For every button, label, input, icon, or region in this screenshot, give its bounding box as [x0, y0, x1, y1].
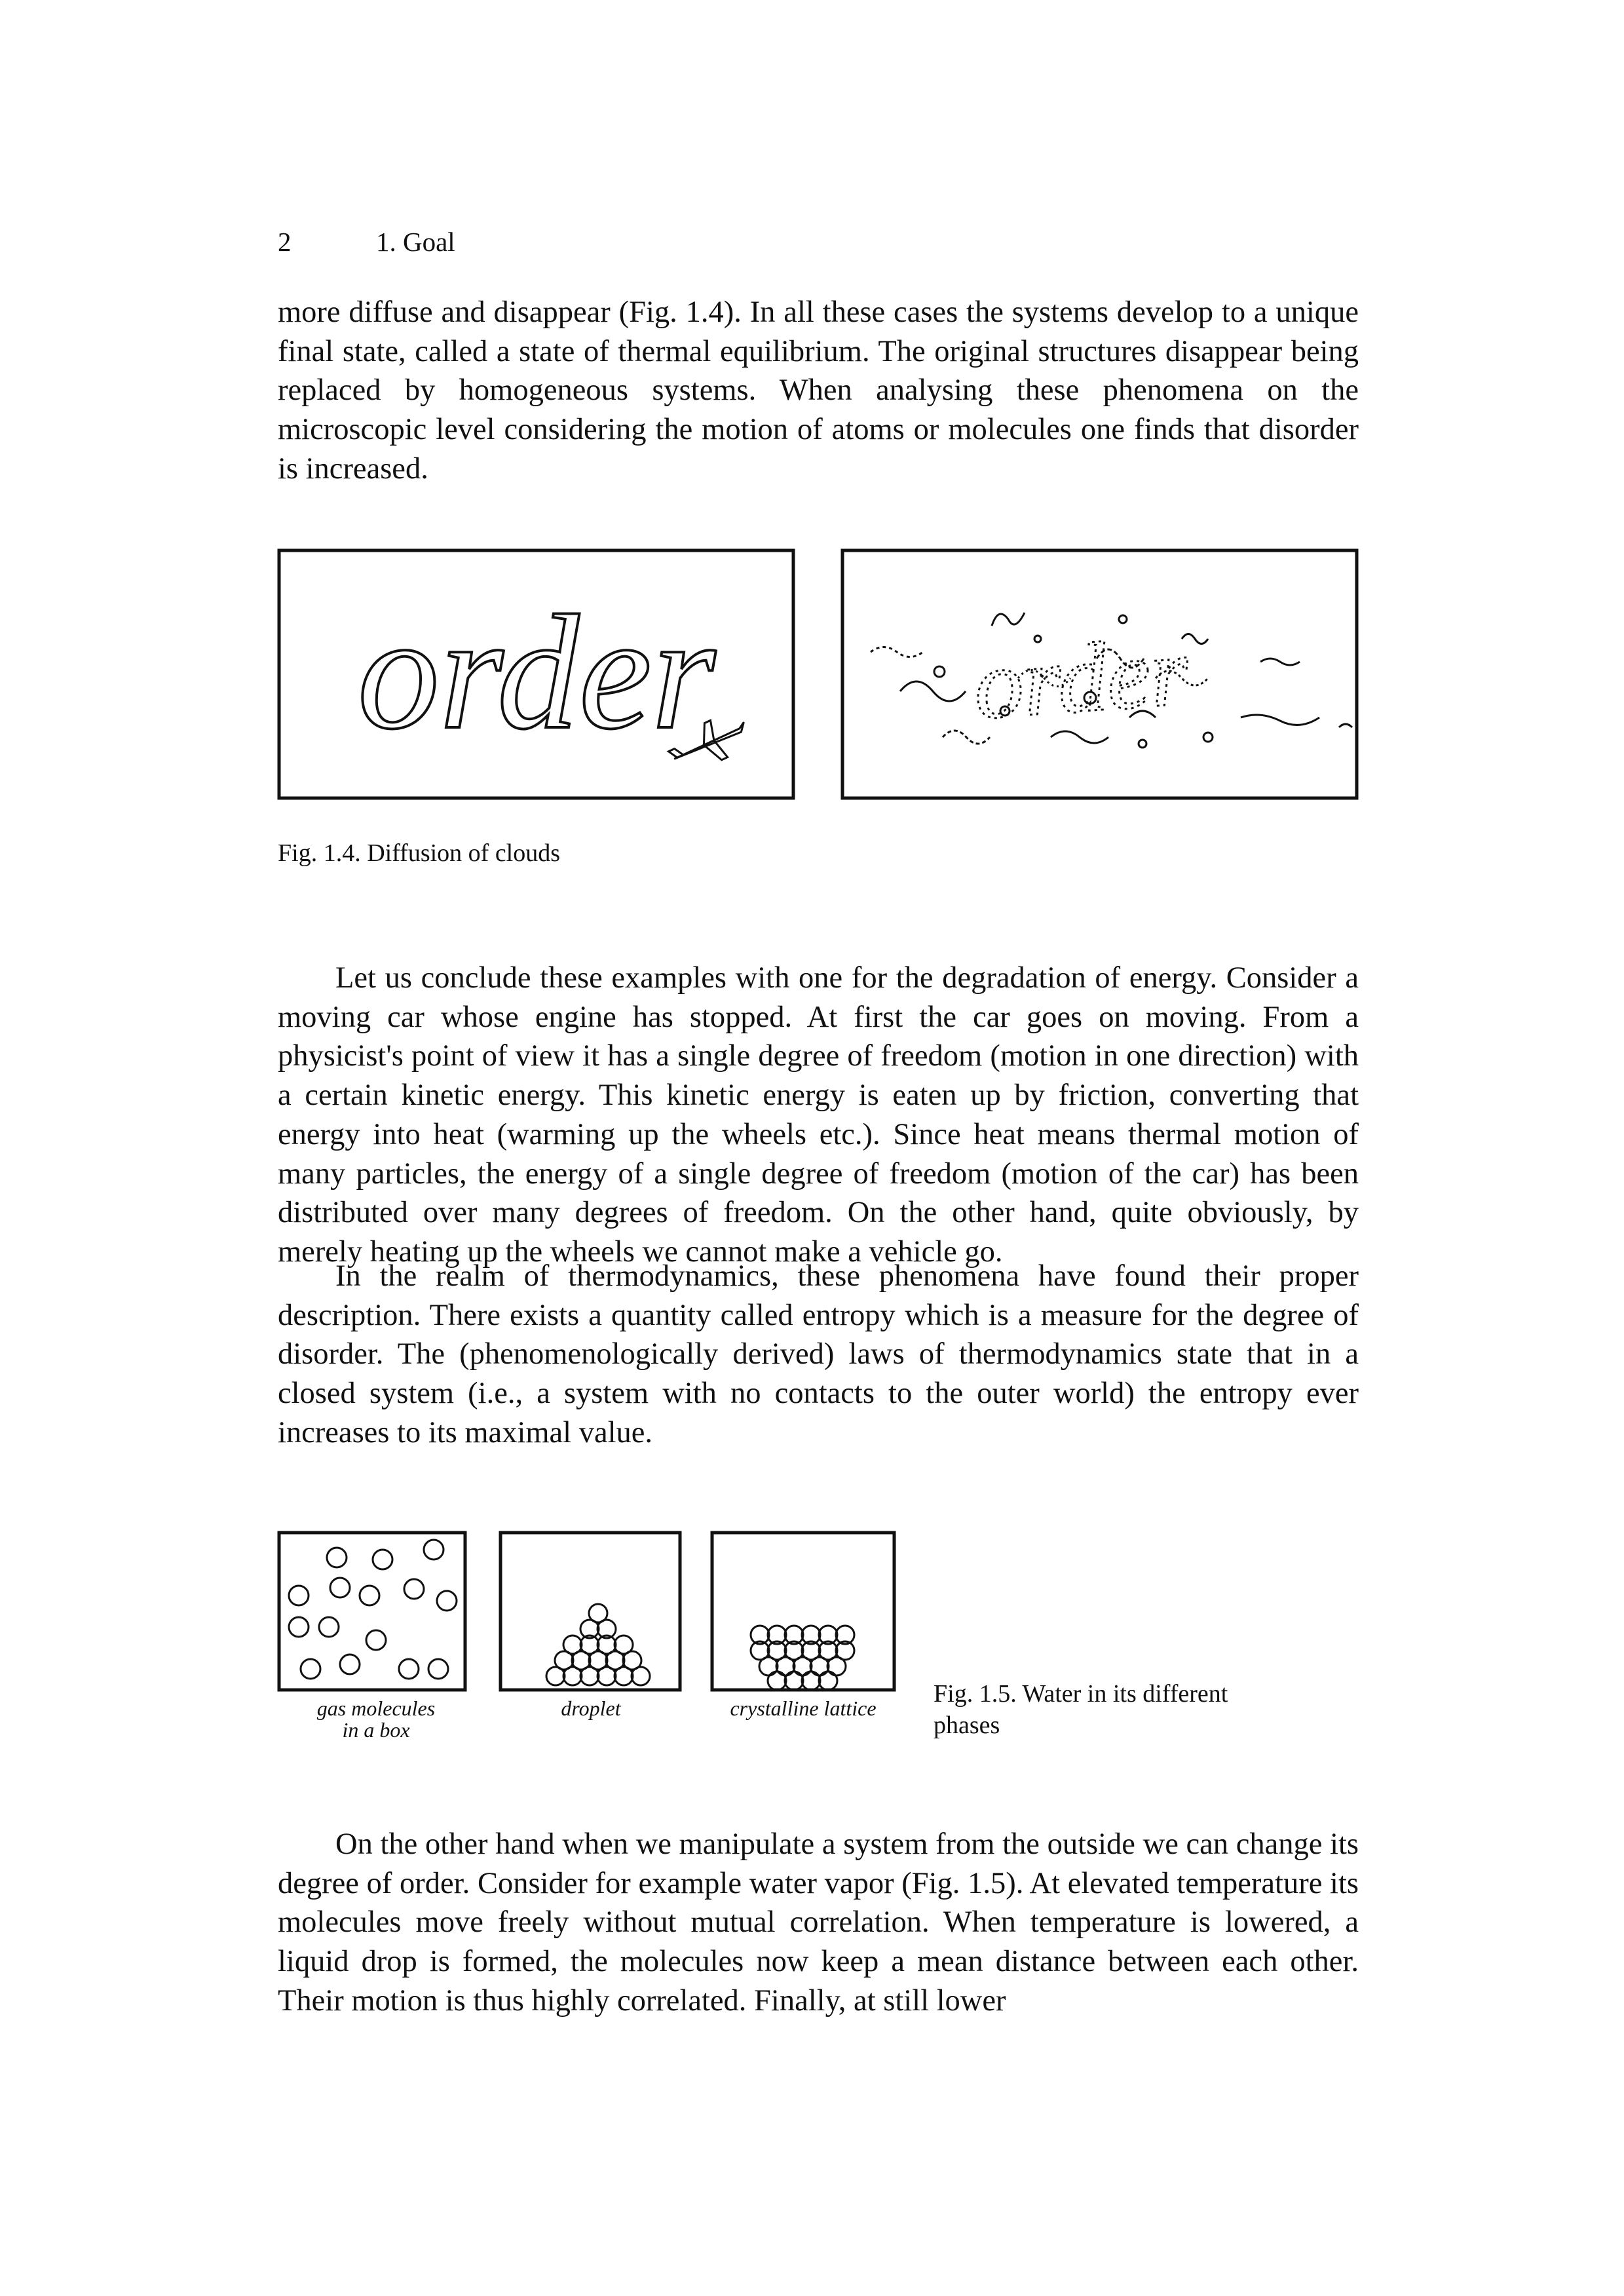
paragraph-1: more diffuse and disappear (Fig. 1.4). In all these cases the systems develop to a unique final state, called a state of thermal equilibrium. The original structures disappear being replaced by homogeneous systems. When analysing these phenomena on the microscopic level considering the motion of atoms or molecules one finds that disorder is increased.: [278, 296, 1359, 486]
diffused-word: [871, 613, 1352, 748]
running-header: [278, 226, 455, 258]
figure-1-4-caption: Fig. 1.4. Diffusion of clouds: [278, 839, 561, 867]
ordered-word: order: [357, 582, 716, 763]
crystal-label: crystalline lattice: [730, 1696, 877, 1720]
gas-label-line1: gas molecules: [316, 1696, 436, 1720]
droplet-label: droplet: [561, 1696, 621, 1720]
crystalline-lattice-panel: [712, 1533, 894, 1720]
svg-text:order: order: [970, 616, 1192, 740]
gas-label-line2: in a box: [342, 1718, 410, 1742]
figure-1-4: [278, 547, 1359, 809]
gas-molecules-panel: [279, 1533, 465, 1742]
paragraph-3: In the realm of thermodynamics, these phenomena have found their proper description. There exists a quantity called entropy which is a measure for the degree of disorder. The (phenomenologically derived) laws of thermodynamics state that in a closed system (i.e., a system with no contacts to the outer world) the entropy ever increases to its maximal value.: [278, 1259, 1359, 1449]
paragraph-2: Let us conclude these examples with one for the degradation of energy. Consider a moving car whose engine has stopped. At first the car goes on moving. From a physicist's point of view it has a single degree of freedom (motion in one direction) with a certain kinetic energy. This kinetic energy is eaten up by friction, converting that energy into heat (warming up the wheels etc.). Since heat means thermal motion of many particles, the energy of a single degree of freedom (motion of the car) has been distributed over many degrees of freedom. On the other hand, quite obviously, by merely heating up the wheels we cannot make a vehicle go.: [278, 961, 1359, 1269]
figure-1-5-caption: Fig. 1.5. Water in its different phases: [934, 1680, 1228, 1739]
droplet-panel: [500, 1533, 680, 1720]
page-number: 2: [278, 227, 292, 257]
paragraph-4: On the other hand when we manipulate a system from the outside we can change its degree of order. Consider for example water vapor (Fig. 1.5). At elevated temperature its molecules move freely without mutual correlation. When temperature is lowered, a liquid drop is formed, the molecules now keep a mean distance between each other. Their motion is thus highly correlated. Finally, at still lower: [278, 1827, 1359, 2018]
chapter-title: 1. Goal: [376, 227, 455, 257]
